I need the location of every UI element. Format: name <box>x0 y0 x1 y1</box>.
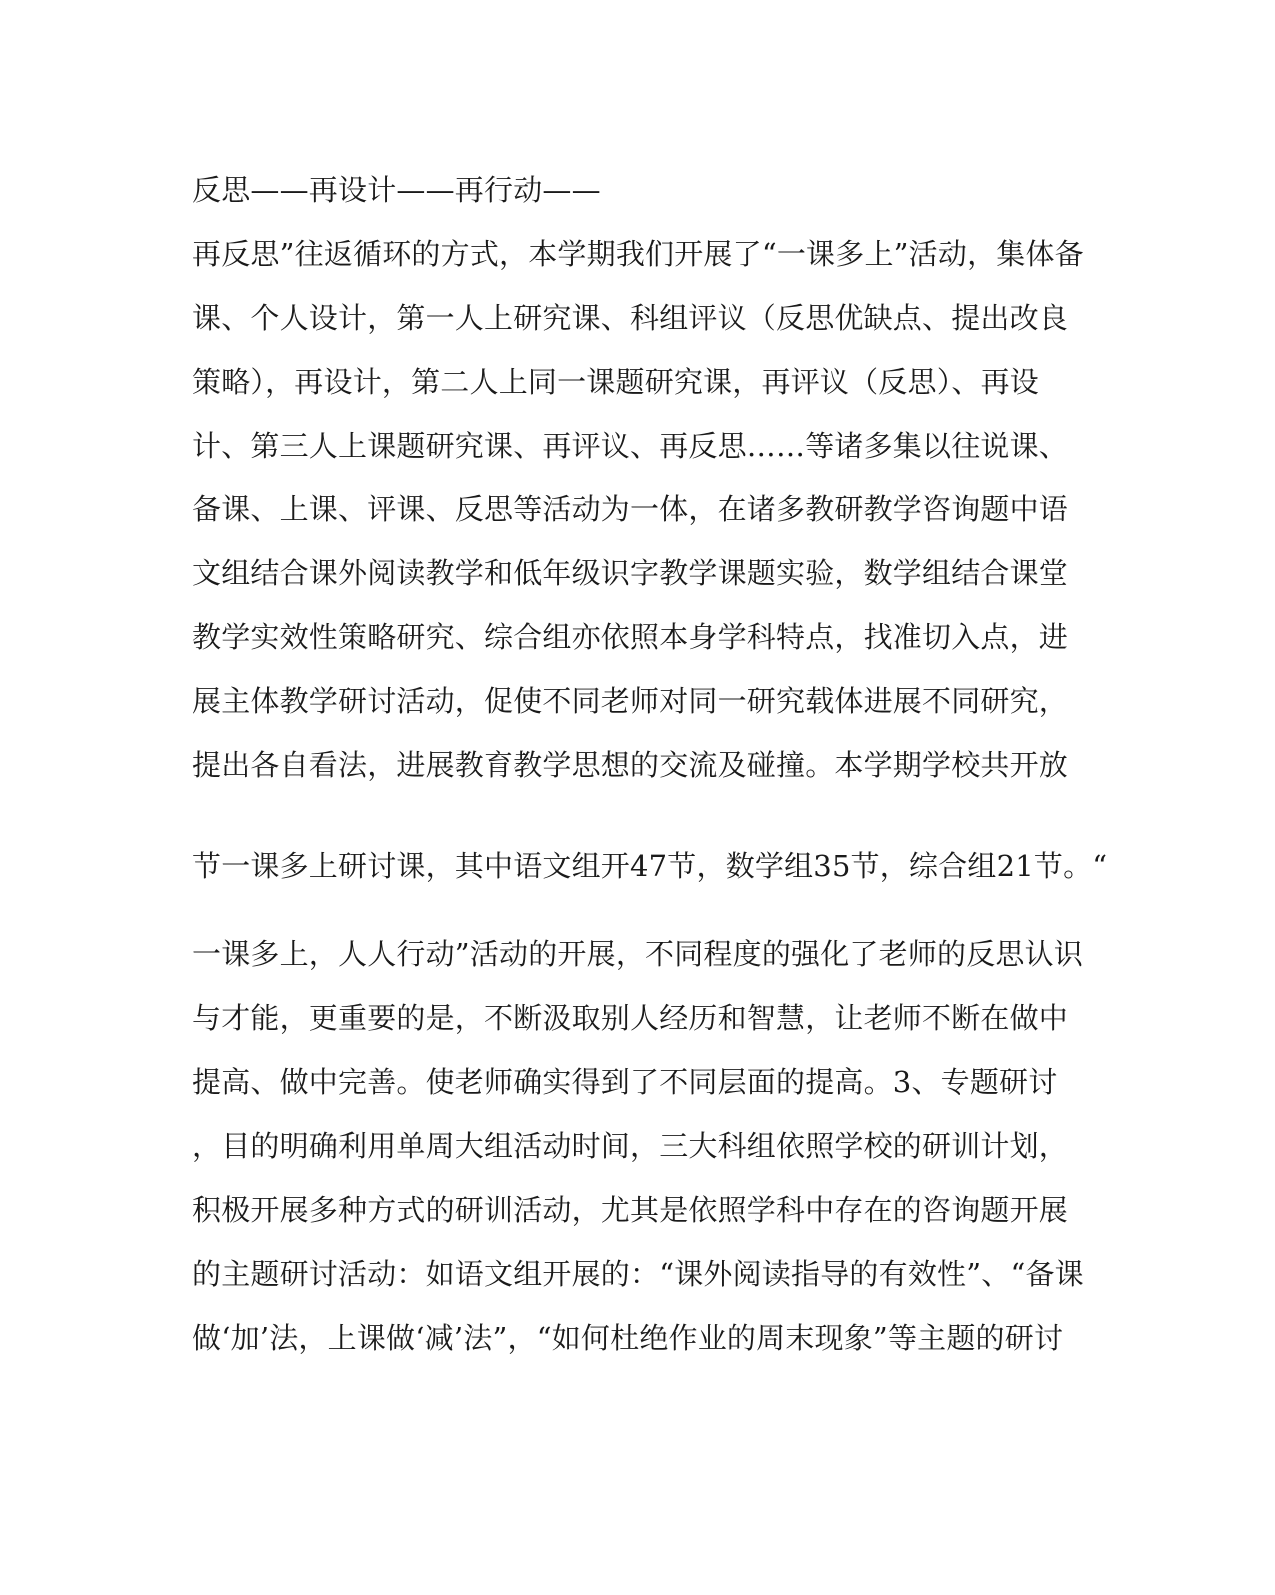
text-line: 节一课多上研讨课，其中语文组开47节，数学组35节，综合组21节。“ <box>192 849 1108 883</box>
text-line: 与才能，更重要的是，不断汲取别人经历和智慧，让老师不断在做中 <box>192 1001 1069 1035</box>
text-line: 再反思”往返循环的方式，本学期我们开展了“一课多上”活动，集体备 <box>192 237 1084 271</box>
text-line: 备课、上课、评课、反思等活动为一体，在诸多教研教学咨询题中语 <box>192 492 1069 526</box>
text-line: 提出各自看法，进展教育教学思想的交流及碰撞。本学期学校共开放 <box>192 748 1069 782</box>
text-line: 积极开展多种方式的研训活动，尤其是依照学科中存在的咨询题开展 <box>192 1193 1069 1227</box>
text-line: 展主体教学研讨活动，促使不同老师对同一研究载体进展不同研究， <box>192 684 1069 718</box>
text-line: 文组结合课外阅读教学和低年级识字教学课题实验，数学组结合课堂 <box>192 556 1069 590</box>
text-line: 一课多上，人人行动”活动的开展，不同程度的强化了老师的反思认识 <box>192 937 1084 971</box>
text-line: 课、个人设计，第一人上研究课、科组评议（反思优缺点、提出改良 <box>192 301 1069 335</box>
text-line: 策略），再设计，第二人上同一课题研究课，再评议（反思）、再设 <box>192 365 1040 399</box>
text-line: 提高、做中完善。使老师确实得到了不同层面的提高。3、专题研讨 <box>192 1065 1058 1099</box>
text-line: 的主题研讨活动：如语文组开展的：“课外阅读指导的有效性”、“备课 <box>192 1257 1084 1291</box>
text-line: 反思——再设计——再行动—— <box>192 173 601 207</box>
text-line: 计、第三人上课题研究课、再评议、再反思……等诸多集以往说课、 <box>192 429 1069 463</box>
text-line: ，目的明确利用单周大组活动时间，三大科组依照学校的研训计划， <box>192 1129 1069 1163</box>
text-line: 做‘加’法，上课做‘减’法”，“如何杜绝作业的周末现象”等主题的研讨 <box>192 1321 1064 1355</box>
text-line: 教学实效性策略研究、综合组亦依照本身学科特点，找准切入点，进 <box>192 620 1069 654</box>
